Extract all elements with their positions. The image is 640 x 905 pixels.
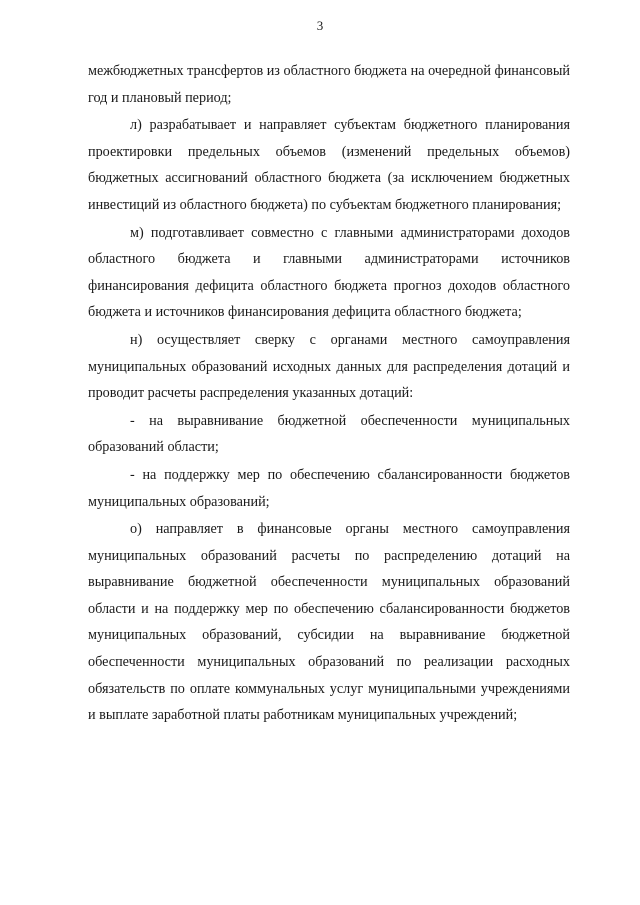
paragraph-item-l: л) разрабатывает и направляет субъектам бюджетного планирования проектировки предельных объемов (изменений предельных объемов) бюджетных ассигнований областного бюджета (за исключением бюджетных инвестиций из областного бюджета) по субъектам бюджетного планирования; bbox=[88, 117, 570, 213]
document-body bbox=[88, 58, 570, 729]
paragraph-item-o: о) направляет в финансовые органы местного самоуправления муниципальных образований расчеты по распределению дотаций на выравнивание бюджетной обеспеченности муниципальных образований области и на поддержку мер по обеспечению сбалансированности бюджетов муниципальных образований, субсидии на выравнивание бюджетной обеспеченности муниципальных образований по реализации расходных обязательств по оплате коммунальных услуг муниципальными учреждениями и выплате заработной платы работникам муниципальных учреждений; bbox=[88, 521, 570, 724]
paragraph-item-m: м) подготавливает совместно с главными администраторами доходов областного бюджета и главными администраторами источников финансирования дефицита областного бюджета прогноз доходов областного бюджета и источников финансирования дефицита областного бюджета; bbox=[88, 224, 570, 321]
paragraph-item-n-subitem-1: - на выравнивание бюджетной обеспеченности муниципальных образований области; bbox=[88, 412, 570, 456]
paragraph-item-n: н) осуществляет сверку с органами местного самоуправления муниципальных образований исходных данных для распределения дотаций и проводит расчеты распределения указанных дотаций: bbox=[88, 331, 570, 402]
paragraph-item-n-subitem-2: - на поддержку мер по обеспечению сбалансированности бюджетов муниципальных образований; bbox=[88, 466, 570, 510]
paragraph-intro-continuation: межбюджетных трансфертов из областного бюджета на очередной финансовый год и плановый период; bbox=[88, 63, 570, 106]
page-number: 3 bbox=[316, 18, 324, 33]
